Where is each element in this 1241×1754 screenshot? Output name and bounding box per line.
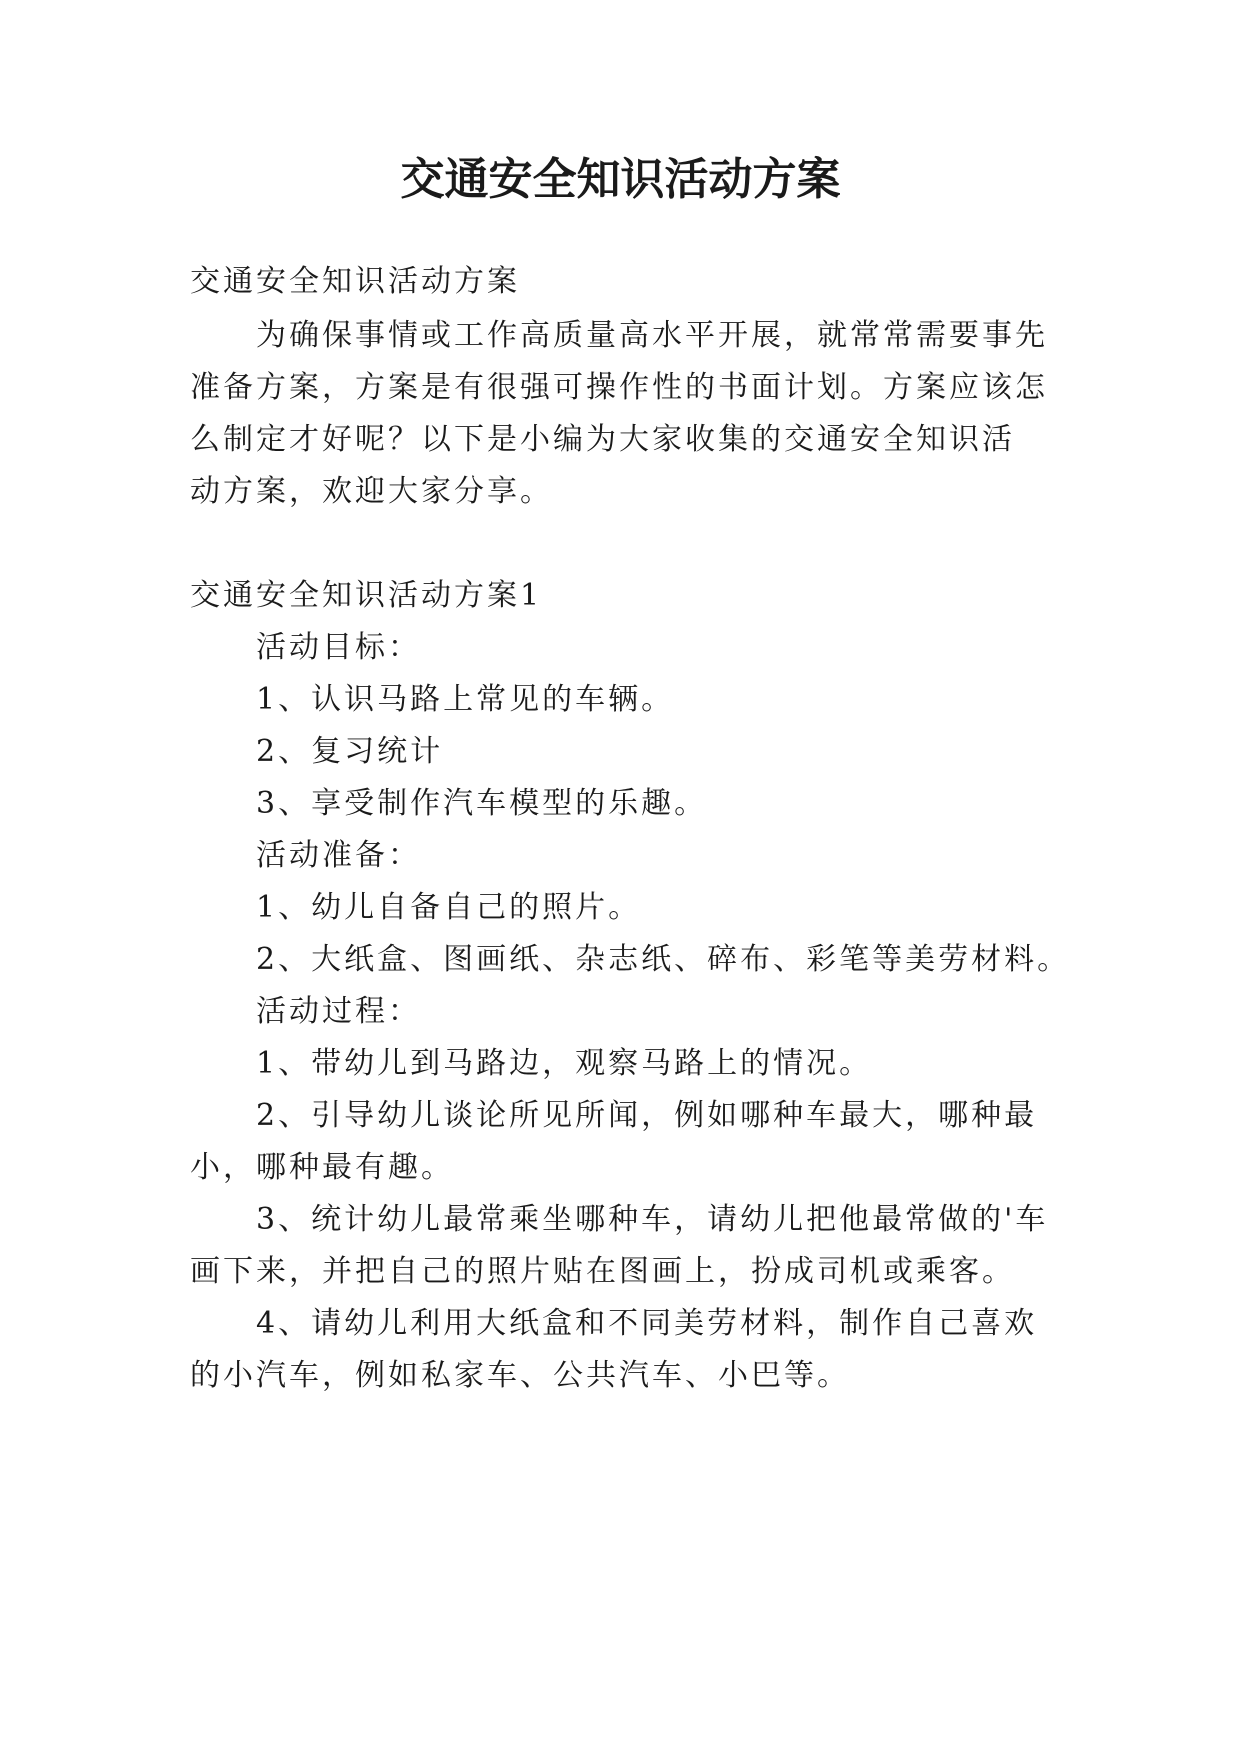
list-item: 4、请幼儿利用大纸盒和不同美劳材料，制作自己喜欢	[256, 1306, 1038, 1341]
subsection-label: 活动准备：	[256, 838, 421, 873]
list-item: 2、复习统计	[256, 734, 444, 769]
list-item: 3、享受制作汽车模型的乐趣。	[256, 786, 708, 821]
intro-paragraph-line: 动方案，欢迎大家分享。	[190, 474, 553, 509]
list-item: 1、幼儿自备自己的照片。	[256, 890, 642, 925]
list-item: 1、带幼儿到马路边，观察马路上的情况。	[256, 1046, 873, 1081]
subsection-label: 活动目标：	[256, 630, 421, 665]
list-item: 3、统计幼儿最常乘坐哪种车，请幼儿把他最常做的'车	[256, 1202, 1049, 1237]
list-item: 1、认识马路上常见的车辆。	[256, 682, 675, 717]
intro-paragraph-line: 为确保事情或工作高质量高水平开展，就常常需要事先	[256, 318, 1048, 353]
intro-paragraph-line: 么制定才好呢？以下是小编为大家收集的交通安全知识活	[190, 422, 1015, 457]
list-item: 2、引导幼儿谈论所见所闻，例如哪种车最大，哪种最	[256, 1098, 1038, 1133]
section-heading: 交通安全知识活动方案1	[190, 578, 543, 613]
intro-paragraph-line: 准备方案，方案是有很强可操作性的书面计划。方案应该怎	[190, 370, 1048, 405]
list-item-continuation: 的小汽车，例如私家车、公共汽车、小巴等。	[190, 1358, 850, 1393]
list-item: 2、大纸盒、图画纸、杂志纸、碎布、彩笔等美劳材料。	[256, 942, 1071, 977]
subsection-label: 活动过程：	[256, 994, 421, 1029]
list-item-continuation: 小，哪种最有趣。	[190, 1150, 454, 1185]
doc-heading: 交通安全知识活动方案	[190, 264, 520, 299]
document-title: 交通安全知识活动方案	[400, 154, 841, 205]
list-item-continuation: 画下来，并把自己的照片贴在图画上，扮成司机或乘客。	[190, 1254, 1015, 1289]
